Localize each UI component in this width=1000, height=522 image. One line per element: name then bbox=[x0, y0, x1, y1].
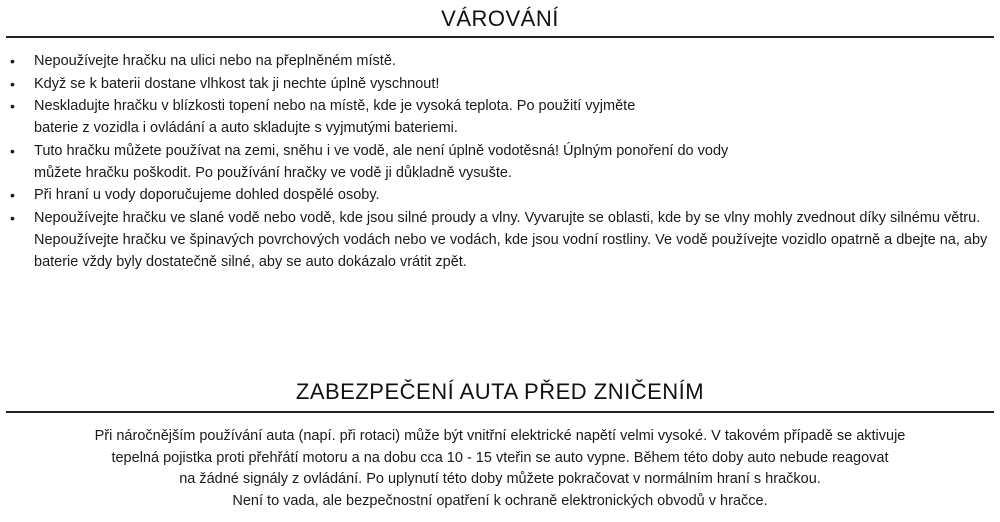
bullet-icon: • bbox=[10, 98, 15, 114]
bullet-icon: • bbox=[10, 142, 15, 159]
protection-paragraph bbox=[60, 426, 940, 512]
bullet-icon: • bbox=[10, 75, 15, 92]
warning-title: VÁROVÁNÍ bbox=[441, 6, 559, 31]
warning-item-text: Při hraní u vody doporučujeme dohled dospělé osoby. bbox=[34, 187, 380, 203]
warning-item bbox=[8, 73, 993, 95]
warning-item-text: Neskladujte hračku v blízkosti topení nebo na místě, kde je vysoká teplota. Po použití vyjměte baterie z vozidla i ovládání a auto skladujte s vyjmutými bateriemi. bbox=[34, 98, 636, 136]
protection-line: tepelná pojistka proti přehřátí motoru a na dobu cca 10 - 15 vteřin se auto vypne. Během této doby auto nebude reagovat bbox=[111, 449, 889, 466]
bullet-icon: • bbox=[10, 53, 15, 69]
warning-item bbox=[8, 184, 993, 206]
warning-list bbox=[8, 50, 993, 273]
protection-title-rule bbox=[6, 411, 994, 413]
warning-title-rule bbox=[6, 36, 994, 38]
bullet-icon: • bbox=[10, 187, 15, 203]
protection-title: ZABEZPEČENÍ AUTA PŘED ZNIČENÍM bbox=[295, 379, 705, 404]
warning-item-text: Nepoužívejte hračku ve slané vodě nebo vodě, kde jsou silné proudy a vlny. Vyvarujte se oblasti, kde by se vlny mohly zvednout díky silnému větru. Nepoužívejte hračku ve špinavých povrchových vodách nebo ve vodách, kde jsou vodní rostliny. Ve vodě používejte vozidlo opatrně a dbejte na, aby baterie vždy byly dostatečně silné, aby se auto dokázalo vrátit zpět. bbox=[34, 209, 988, 270]
warning-item bbox=[8, 95, 993, 139]
protection-line: Při náročnějším používání auta (napí. při rotaci) může být vnitřní elektrické napětí velmi vysoké. V takovém případě se aktivuje bbox=[94, 428, 906, 444]
warning-item bbox=[8, 140, 993, 184]
warning-item-text: Tuto hračku můžete používat na zemi, sněhu i ve vodě, ale není úplně vodotěsná! Úplným ponoření do vody můžete hračku poškodit. Po používání hračky ve vodě ji důkladně vysušte. bbox=[34, 142, 729, 181]
bullet-icon: • bbox=[10, 209, 15, 226]
protection-line: Není to vada, ale bezpečnostní opatření k ochraně elektronických obvodů v hračce. bbox=[232, 492, 768, 509]
warning-item-text: Nepoužívejte hračku na ulici nebo na přeplněném místě. bbox=[34, 53, 396, 69]
protection-line: na žádné signály z ovládání. Po uplynutí této doby můžete pokračovat v normálním hraní s hračkou. bbox=[179, 471, 821, 487]
warning-item bbox=[8, 50, 993, 72]
warning-item bbox=[8, 207, 993, 273]
warning-item-text: Když se k baterii dostane vlhkost tak ji nechte úplně vyschnout! bbox=[34, 75, 440, 92]
